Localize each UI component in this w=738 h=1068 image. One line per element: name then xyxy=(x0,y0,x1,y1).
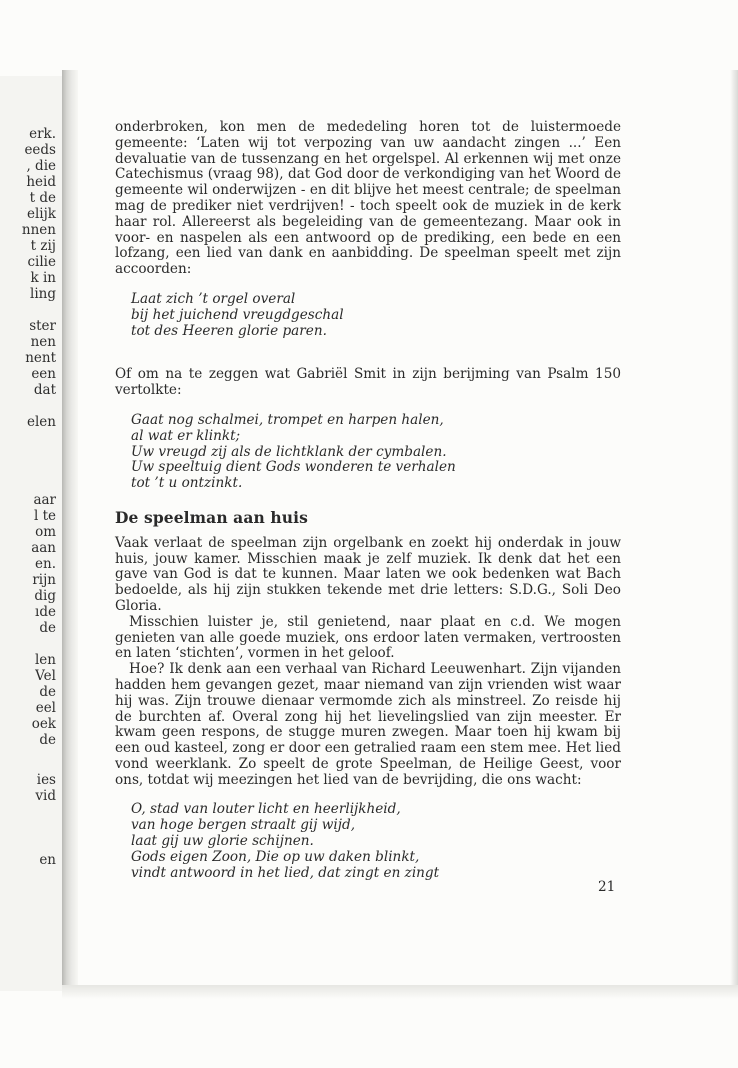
paragraph-5: Hoe? Ik denk aan een verhaal van Richard Leeuwenhart. Zijn vijanden hadden hem gevangen gezet, maar niemand van zijn vrienden wist waar hij was. Zijn trouwe dienaar vermomde zich als minstreel. Zo reisde hij de burchten af. Overal zong hij het lievelingslied van zijn meester. Er kwam geen respons, de stugge muren zwegen. Maar toen hij kwam bij een oud kasteel, zong er door een getralied raam een stem mee. Het lied vond weerklank. Zo speelt de grote Speelman, de Heilige Geest, voor ons, totdat wij meezingen het lied van de bevrijding, die ons wacht: xyxy=(115,661,621,788)
facing-page-fragment: dat xyxy=(33,382,56,398)
facing-page-fragment: eel xyxy=(35,700,56,716)
facing-page-fragment: erk. xyxy=(29,126,56,142)
facing-page-fragment: Vel xyxy=(35,668,56,684)
facing-page-fragment: nen xyxy=(30,334,56,350)
facing-page-fragment: aar xyxy=(33,492,56,508)
verse-2 xyxy=(131,413,621,492)
facing-page-fragment: l te xyxy=(33,508,56,524)
facing-page-fragment: ies xyxy=(36,772,56,788)
facing-page-fragment: de xyxy=(39,732,56,748)
verse-line: van hoge bergen straalt gij wijd, xyxy=(131,817,356,834)
facing-page-fragment: aan xyxy=(31,540,56,556)
verse-3 xyxy=(131,802,621,881)
page-number: 21 xyxy=(598,879,616,895)
page-edge xyxy=(730,70,738,995)
verse-line: Uw vreugd zij als de lichtklank der cymbalen. xyxy=(131,443,447,460)
facing-page-fragment: k in xyxy=(30,270,56,286)
facing-page-fragment: eeds xyxy=(24,142,56,158)
facing-page-fragment: om xyxy=(35,524,56,540)
verse-1 xyxy=(131,292,621,339)
verse-line: tot ’t u ontzinkt. xyxy=(131,475,243,492)
facing-page-fragment: cilie xyxy=(27,254,56,270)
facing-page-fragment: elijk xyxy=(27,206,56,222)
facing-page-fragment: de xyxy=(39,620,56,636)
verse-line: Gaat nog schalmei, trompet en harpen halen, xyxy=(131,411,444,428)
facing-page-fragment: en. xyxy=(35,556,56,572)
facing-page-fragment: elen xyxy=(27,414,56,430)
verse-line: vindt antwoord in het lied, dat zingt en zingt xyxy=(131,864,440,881)
facing-page-fragment: rijn xyxy=(32,572,56,588)
facing-page-fragment: ıde xyxy=(35,604,56,620)
page-content xyxy=(115,120,621,895)
verse-line: al wat er klinkt; xyxy=(131,427,241,444)
paragraph-3: Vaak verlaat de speelman zijn orgelbank en zoekt hij onderdak in jouw huis, jouw kamer. Misschien maak je zelf muziek. Ik denk dat het een gave van God is dat te kunnen. Maar laten we ook bedenken wat Bach bedoelde, als hij zijn stukken tekende met drie letters: S.D.G., Soli Deo Gloria. xyxy=(115,534,621,614)
verse-line: laat gij uw glorie schijnen. xyxy=(131,833,314,850)
verse-line: bij het juichend vreugdgeschal xyxy=(131,306,344,323)
verse-line: O, stad van louter licht en heerlijkheid, xyxy=(131,801,401,818)
verse-line: tot des Heeren glorie paren. xyxy=(131,322,327,339)
facing-page xyxy=(0,76,62,991)
facing-page-fragment: ster xyxy=(29,318,56,334)
facing-page-fragment: t zij xyxy=(30,238,56,254)
section-heading: De speelman aan huis xyxy=(115,507,308,527)
facing-page-fragment: t de xyxy=(29,190,56,206)
facing-page-fragment: en xyxy=(39,852,56,868)
facing-page-fragment: oek xyxy=(31,716,56,732)
facing-page-fragment: dig xyxy=(34,588,56,604)
facing-page-fragment: de xyxy=(39,684,56,700)
facing-page-fragment: heid xyxy=(26,174,56,190)
facing-page-fragment: ling xyxy=(30,286,56,302)
paragraph-1: onderbroken, kon men de mededeling horen tot de luistermoede gemeente: ‘Laten wij tot verpozing van uw aandacht zingen ...’ Een devaluatie van de tussenzang en het orgelspel. Al erkennen wij met onze Catechismus (vraag 98), dat God door de verkondiging van het Woord de gemeente wil onderwijzen - en dit blijve het meest centrale; de speelman mag de prediker niet verdrijven! - toch speelt ook de muziek in de kerk haar rol. Allereerst als begeleiding van de gemeentezang. Maar ook in voor- en naspelen als een antwoord op de prediking, een bede en een lofzang, een lied van dank en aanbidding. De speelman speelt met zijn accoorden: xyxy=(115,119,621,278)
facing-page-fragment: , die xyxy=(26,158,56,174)
verse-line: Uw speeltuig dient Gods wonderen te verhalen xyxy=(131,459,456,476)
verse-line: Laat zich ’t orgel overal xyxy=(131,290,296,307)
paragraph-2: Of om na te zeggen wat Gabriël Smit in zijn berijming van Psalm 150 vertolkte: xyxy=(115,366,621,399)
facing-page-fragment: vid xyxy=(35,788,56,804)
page-bottom-shadow xyxy=(62,985,738,999)
facing-page-fragment: len xyxy=(34,652,56,668)
facing-page-fragment: een xyxy=(31,366,56,382)
book-gutter xyxy=(62,70,78,995)
facing-page-fragment: nent xyxy=(25,350,56,366)
verse-line: Gods eigen Zoon, Die op uw daken blinkt, xyxy=(131,848,420,865)
facing-page-fragment: nnen xyxy=(21,222,56,238)
paragraph-4: Misschien luister je, stil genietend, naar plaat en c.d. We mogen genieten van alle goede muziek, ons erdoor laten vermaken, vertroosten en laten ‘stichten’, vormen in het geloof. xyxy=(115,613,621,662)
